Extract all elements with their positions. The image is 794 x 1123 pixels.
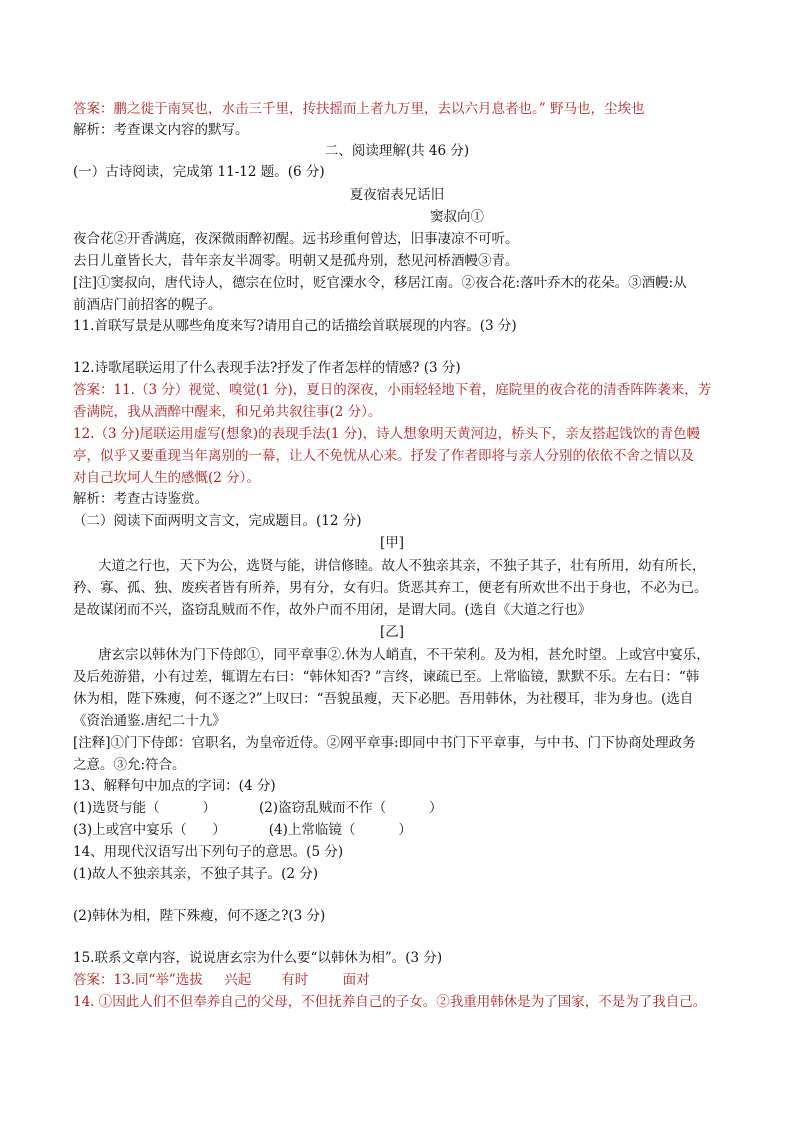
passage-label-jia: [甲] bbox=[380, 535, 405, 551]
note-line: 前酒店门前招客的幌子。 bbox=[73, 297, 222, 313]
answer-line: 答案：13.同“举”选拔 兴起 有时 面对 bbox=[73, 972, 370, 988]
question-13-items: (3)上或宫中宴乐（ ） (4)上常临镜（ ） bbox=[73, 822, 412, 838]
passage-line: 及后苑游猎，小有过差，辄谓左右曰：“韩休知否? ”言终，谏疏已至。上常临镜，默默不乐。左右日：“韩 bbox=[73, 669, 700, 685]
passage-line: 是故谋闭而不兴，盗窃乱贼而不作，故外户而不用闭，是谓大同。(选自《大道之行也》 bbox=[73, 602, 592, 618]
passage-line: 《资治通鉴.唐纪二十九》 bbox=[73, 713, 226, 729]
note-line: 之意。③允:符合。 bbox=[73, 757, 186, 773]
question-14: 14、用现代汉语写出下列句子的意思。(5 分) bbox=[73, 844, 344, 860]
answer-line: 答案：11.（3 分）视觉、嗅觉(1 分)，夏日的深夜，小雨轻轻地下着，庭院里的夜合花的清香阵阵袭来，芳 bbox=[73, 382, 712, 398]
analysis-line: 解析：考查古诗鉴赏。 bbox=[73, 491, 208, 507]
note-line: [注释]①门下侍郎：官职名，为皇帝近侍。②网平章事:即同中书门下平章事，与中书、门下协商处理政务 bbox=[73, 735, 696, 751]
answer-line: 香满院，我从酒醉中醒来，和兄弟共叙往事(2 分）。 bbox=[73, 404, 382, 420]
question-13-items: (1)选贤与能（ ） (2)盗窃乱贼而不作（ ） bbox=[73, 800, 443, 816]
answer-line: 对自己坎坷人生的感慨(2 分）。 bbox=[73, 470, 260, 486]
poem-line: 去日儿童皆长大，昔年亲友半凋零。明朝又是孤舟别，愁见河桥酒幔③青。 bbox=[73, 253, 519, 269]
question-11: 11.首联写景是从哪些角度来写?请用自己的话描绘首联展现的内容。(3 分) bbox=[73, 318, 517, 334]
question-14-item: (1)故人不独亲其亲，不独子其子。(2 分) bbox=[73, 866, 319, 882]
poem-line: 夜合花②开香满庭，夜深微雨醉初醒。远书珍重何曾达，旧事凄凉不可听。 bbox=[73, 231, 519, 247]
poem-author: 窦叔向① bbox=[430, 209, 484, 225]
answer-line: 亭，似乎又要重现当年离别的一幕，让人不免忧从心来。抒发了作者即将与亲人分别的依依不舍之情以及 bbox=[73, 448, 694, 464]
question-15: 15.联系文章内容，说说唐玄宗为什么要“以韩休为相”。(3 分) bbox=[73, 950, 443, 966]
note-line: [注]①窦叔向，唐代诗人，德宗在位时，贬官溧水令，移居江南。②夜合花:落叶乔木的花朵。③酒幔:从 bbox=[73, 275, 687, 291]
analysis-line: 解析：考查课文内容的默写。 bbox=[73, 122, 249, 138]
question-13: 13、解释句中加点的字词：(4 分) bbox=[73, 778, 276, 794]
passage-line: 唐玄宗以韩休为门下侍郎①，同平章事②.休为人峭直，不干荣利。及为相，甚允时望。上或宫中宴乐， bbox=[98, 647, 710, 663]
passage-line: 矜、寡、孤、独、废疾者皆有所养，男有分，女有归。货恶其弃工，便老有所欢世不出于身也，不必为已。 bbox=[73, 580, 708, 596]
passage-label-yi: [乙] bbox=[380, 624, 405, 640]
section-heading: 二、阅读理解(共 46 分) bbox=[324, 143, 470, 159]
poem-title: 夏夜宿表兄话旧 bbox=[349, 187, 445, 203]
answer-line: 12.（3 分)尾联运用虚写(想象)的表现手法(1 分)，诗人想象明天黄河边，桥头下，亲友搭起饯饮的青色幔 bbox=[73, 426, 701, 442]
answer-line: 答案：鹏之徙于南冥也，水击三千里，抟扶摇而上者九万里，去以六月息者也。” 野马也，尘埃也 bbox=[73, 101, 645, 117]
question-12: 12.诗歌尾联运用了什么表现手法?抒发了作者怎样的情感? (3 分) bbox=[73, 360, 461, 376]
subsection-heading: （二）阅读下面两明文言文，完成题目。(12 分) bbox=[73, 513, 362, 529]
passage-line: 大道之行也，天下为公，选贤与能，讲信修睦。故人不独亲其亲，不独子其子，壮有所用，幼有所长， bbox=[98, 558, 706, 574]
question-14-item: (2)韩休为相，陛下殊瘦，何不逐之?(3 分) bbox=[73, 908, 326, 924]
passage-line: 休为相，陛下殊瘦，何不逐之?”上叹曰：“吾貌虽瘦，天下必肥。吾用韩休，为社稷耳，非为身也。(选自 bbox=[73, 691, 694, 707]
answer-line: 14. ①因此人们不但奉养自己的父母，不但抚养自己的子女。②我重用韩休是为了国家，不是为了我自己。 bbox=[73, 994, 707, 1010]
subsection-heading: (一）古诗阅读，完成第 11-12 题。(6 分) bbox=[73, 164, 325, 180]
